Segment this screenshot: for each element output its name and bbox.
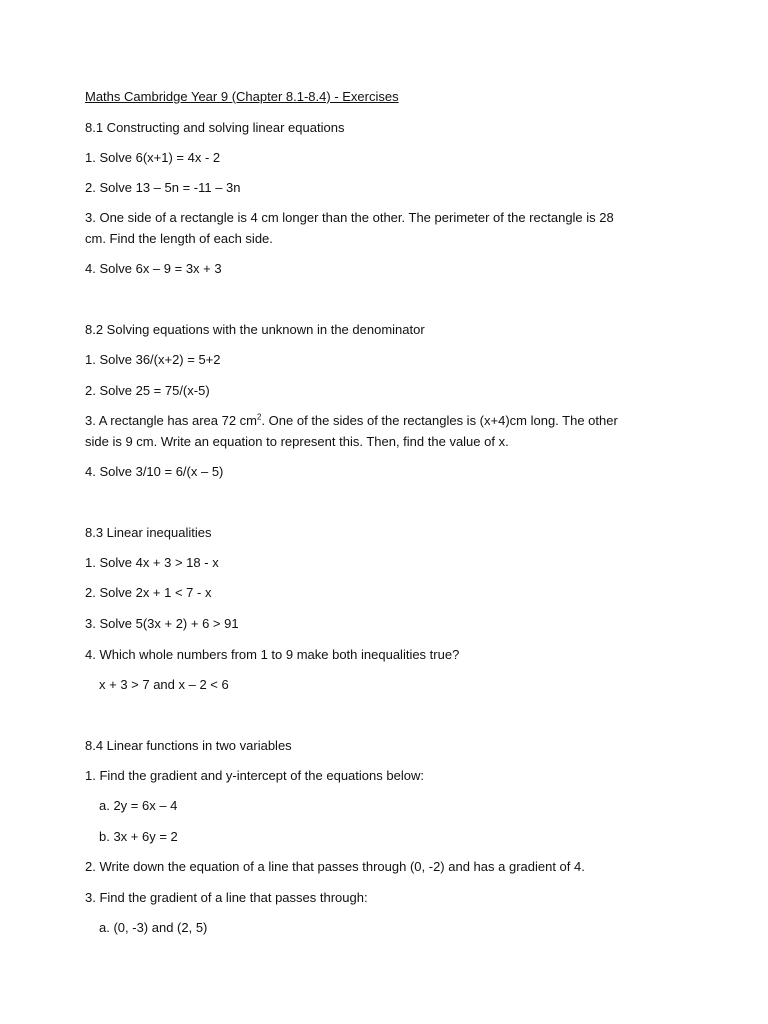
question-8-2-2: 2. Solve 25 = 75/(x-5) <box>85 383 210 398</box>
squared-superscript: 2 <box>257 412 262 422</box>
question-8-2-4: 4. Solve 3/10 = 6/(x – 5) <box>85 464 224 479</box>
question-8-4-2: 2. Write down the equation of a line that passes through (0, -2) and has a gradient of 4. <box>85 859 585 874</box>
question-8-3-1: 1. Solve 4x + 3 > 18 - x <box>85 555 219 570</box>
question-8-3-2: 2. Solve 2x + 1 < 7 - x <box>85 585 212 600</box>
question-8-1-2: 2. Solve 13 – 5n = -11 – 3n <box>85 180 241 195</box>
question-8-4-3-a: a. (0, -3) and (2, 5) <box>99 920 208 935</box>
section-8-3-heading: 8.3 Linear inequalities <box>85 525 212 540</box>
question-8-1-1: 1. Solve 6(x+1) = 4x - 2 <box>85 150 221 165</box>
question-8-2-3-part1: 3. A rectangle has area 72 cm <box>85 413 257 428</box>
question-8-2-3-part2: . One of the sides of the rectangles is (x+4)cm long. The other side is 9 cm. Write an equation to represent this. Then, find the value of x. <box>85 413 618 449</box>
question-8-2-3 <box>85 410 625 452</box>
question-8-3-3: 3. Solve 5(3x + 2) + 6 > 91 <box>85 616 239 631</box>
question-8-1-3: 3. One side of a rectangle is 4 cm longer than the other. The perimeter of the rectangle is 28 cm. Find the length of each side. <box>85 210 614 246</box>
question-8-4-1-b: b. 3x + 6y = 2 <box>99 829 178 844</box>
section-8-2-heading: 8.2 Solving equations with the unknown in the denominator <box>85 322 425 337</box>
section-8-1-heading: 8.1 Constructing and solving linear equations <box>85 120 345 135</box>
question-8-2-1: 1. Solve 36/(x+2) = 5+2 <box>85 352 221 367</box>
question-8-3-4: 4. Which whole numbers from 1 to 9 make both inequalities true? <box>85 647 460 662</box>
question-8-4-3: 3. Find the gradient of a line that passes through: <box>85 890 368 905</box>
section-8-4-heading: 8.4 Linear functions in two variables <box>85 738 292 753</box>
question-8-4-1: 1. Find the gradient and y-intercept of the equations below: <box>85 768 424 783</box>
question-8-3-4-inequalities: x + 3 > 7 and x – 2 < 6 <box>99 677 229 692</box>
question-8-1-4: 4. Solve 6x – 9 = 3x + 3 <box>85 261 222 276</box>
document-title: Maths Cambridge Year 9 (Chapter 8.1-8.4) - Exercises <box>85 89 399 104</box>
question-8-4-1-a: a. 2y = 6x – 4 <box>99 798 178 813</box>
